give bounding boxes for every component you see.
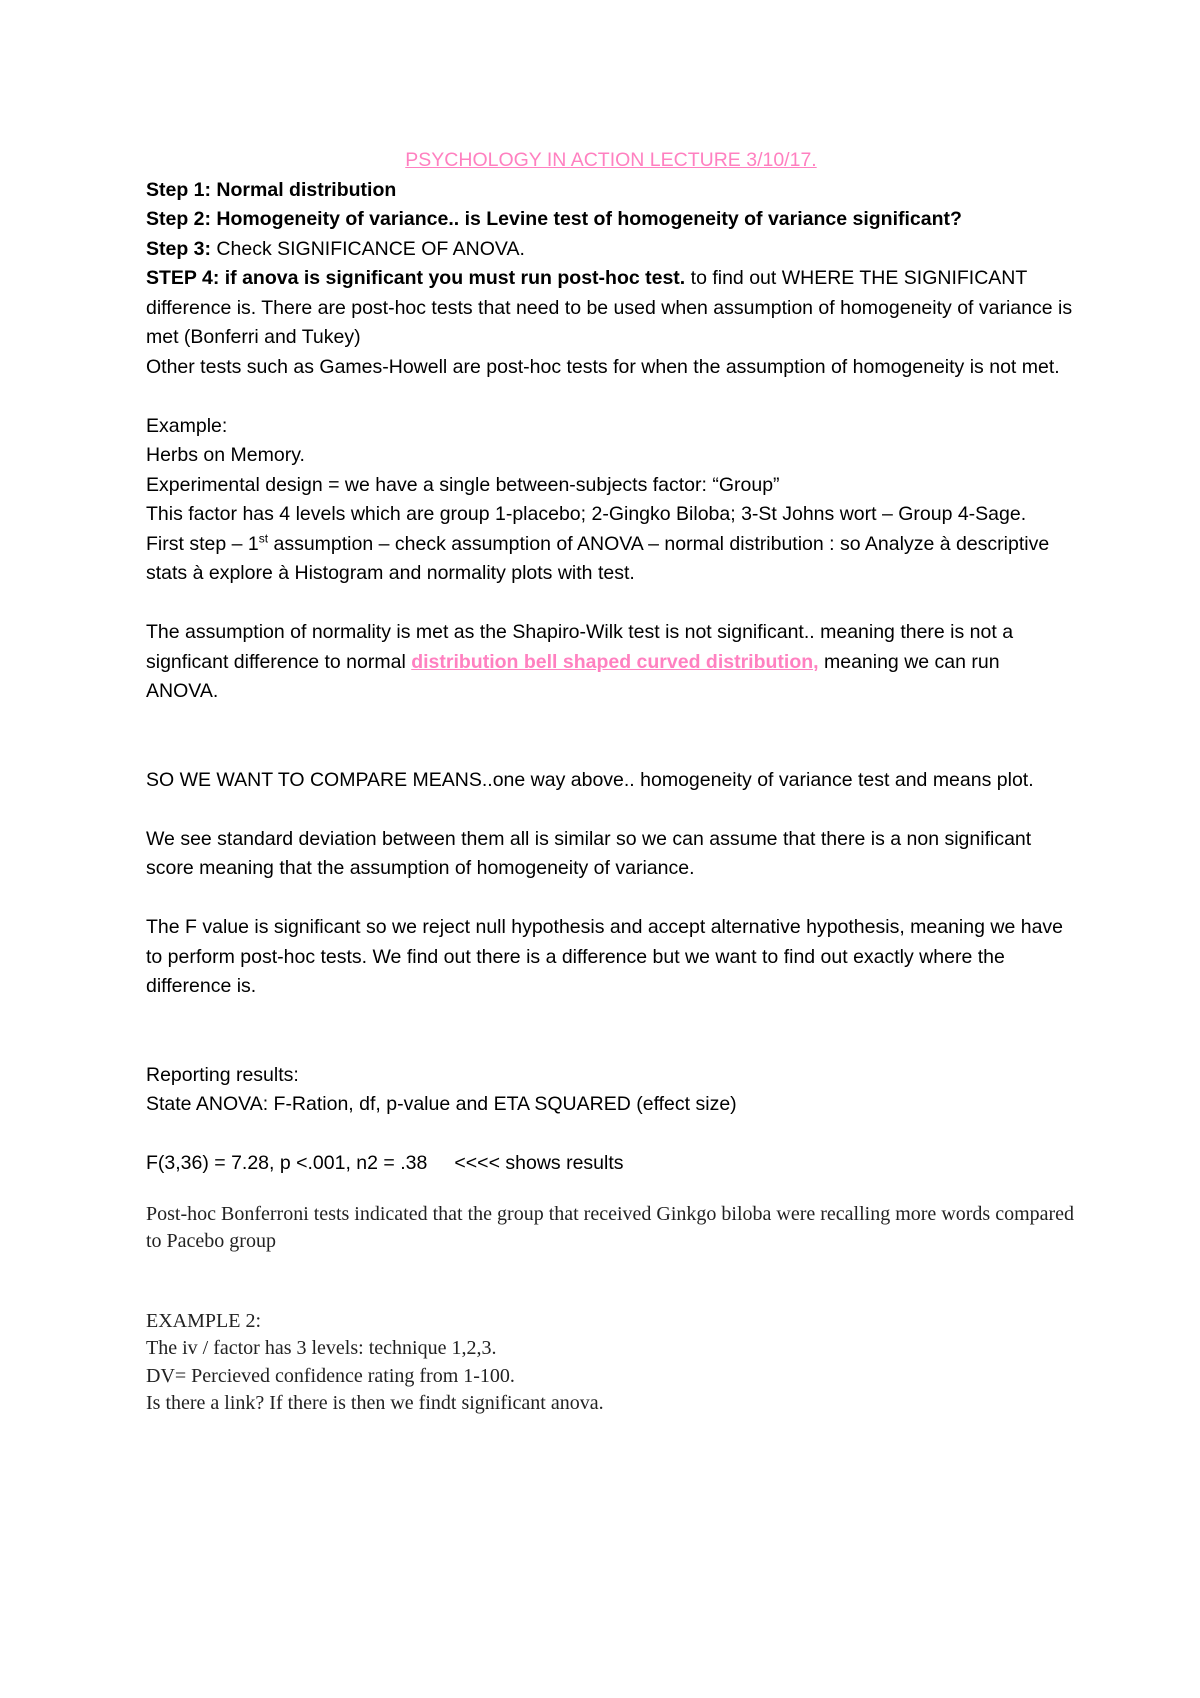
spacer bbox=[146, 795, 1076, 825]
step-2-label: Step 2: Homogeneity of variance.. is Levine test of homogeneity of variance significant? bbox=[146, 208, 962, 230]
spacer bbox=[146, 1179, 1076, 1201]
distribution-link[interactable]: distribution bell shaped curved distribution, bbox=[411, 650, 819, 673]
step-3-label: Step 3: bbox=[146, 237, 212, 260]
reporting-result: F(3,36) = 7.28, p <.001, n2 = .38 <<<< shows results bbox=[146, 1152, 624, 1174]
spacer bbox=[146, 1120, 1076, 1150]
example2-link: Is there a link? If there is then we findt significant anova. bbox=[146, 1392, 604, 1414]
example-levels: This factor has 4 levels which are group 1-placebo; 2-Gingko Biloba; 3-St Johns wort – Group 4-Sage. bbox=[146, 503, 1027, 525]
step-1-label: Step 1: Normal distribution bbox=[146, 178, 397, 201]
first-step-b: assumption – check assumption of ANOVA – normal distribution : so Analyze à descriptive stats à explore à Histogram and normality plots with test. bbox=[146, 532, 1050, 584]
step-4 bbox=[146, 264, 1076, 353]
step-4-text: to find out WHERE THE SIGNIFICANT difference is. There are post-hoc tests that need to be used when assumption of homogeneity of variance is met (Bonferri and Tukey) bbox=[146, 267, 1073, 348]
document-page bbox=[146, 146, 1076, 1418]
example2-label: EXAMPLE 2: bbox=[146, 1309, 261, 1332]
step-3-text: Check SIGNIFICANCE OF ANOVA. bbox=[211, 237, 525, 260]
step-1 bbox=[146, 176, 1076, 206]
fvalue-paragraph: The F value is significant so we reject null hypothesis and accept alternative hypothesis, meaning we have to perform post-hoc tests. We find out there is a difference but we want to find out exactly where the difference is. bbox=[146, 916, 1064, 997]
document-title: PSYCHOLOGY IN ACTION LECTURE 3/10/17. bbox=[405, 149, 817, 171]
step-4-more: Other tests such as Games-Howell are post-hoc tests for when the assumption of homogeneity is not met. bbox=[146, 355, 1060, 378]
example-label: Example: bbox=[146, 414, 228, 437]
step-4-label: STEP 4: if anova is significant you must run post-hoc test. bbox=[146, 267, 686, 289]
reporting-state: State ANOVA: F-Ration, df, p-value and ETA SQUARED (effect size) bbox=[146, 1093, 737, 1115]
spacer bbox=[146, 707, 1076, 766]
posthoc-paragraph: Post-hoc Bonferroni tests indicated that the group that received Ginkgo biloba were recalling more words compared to Pacebo group bbox=[146, 1202, 1075, 1252]
compare-paragraph: SO WE WANT TO COMPARE MEANS..one way above.. homogeneity of variance test and means plot. bbox=[146, 768, 1034, 791]
stddev-paragraph: We see standard deviation between them all is similar so we can assume that there is a non significant score meaning that the assumption of homogeneity of variance. bbox=[146, 827, 1032, 879]
reporting-label: Reporting results: bbox=[146, 1063, 299, 1086]
example-first-step bbox=[146, 530, 1076, 589]
spacer bbox=[146, 382, 1076, 412]
spacer bbox=[146, 589, 1076, 619]
example2-iv: The iv / factor has 3 levels: technique 1,2,3. bbox=[146, 1337, 497, 1359]
spacer bbox=[146, 884, 1076, 914]
example2-dv: DV= Percieved confidence rating from 1-100. bbox=[146, 1364, 515, 1387]
normality-paragraph bbox=[146, 618, 1076, 707]
first-step-sup: st bbox=[258, 531, 269, 545]
step-2 bbox=[146, 205, 1076, 235]
spacer bbox=[146, 1256, 1076, 1308]
step-3 bbox=[146, 235, 1076, 265]
example-topic: Herbs on Memory. bbox=[146, 444, 305, 466]
first-step-a: First step – 1 bbox=[146, 532, 259, 555]
spacer bbox=[146, 1002, 1076, 1061]
normality-text-end: meaning we can run ANOVA. bbox=[146, 650, 1000, 702]
example-design: Experimental design = we have a single between-subjects factor: “Group” bbox=[146, 473, 780, 496]
normality-text: The assumption of normality is met as the Shapiro-Wilk test is not significant.. meaning there is not a signficant difference to normal bbox=[146, 621, 1014, 673]
